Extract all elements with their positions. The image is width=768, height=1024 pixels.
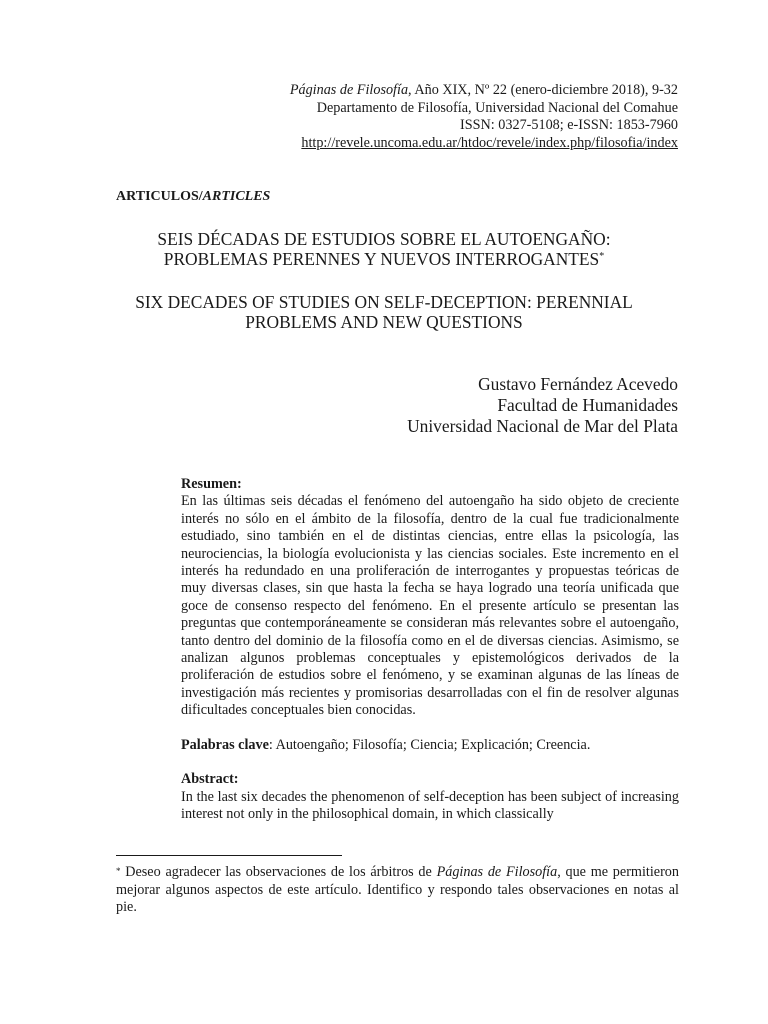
english-title bbox=[90, 292, 678, 332]
title-footnote-marker[interactable]: * bbox=[599, 251, 605, 262]
spanish-title-line-2: PROBLEMAS PERENNES Y NUEVOS INTERROGANTES bbox=[163, 249, 600, 269]
footnote-marker: * bbox=[116, 866, 121, 876]
english-title-line-2: PROBLEMS AND NEW QUESTIONS bbox=[245, 312, 523, 332]
journal-name: Páginas de Filosofía bbox=[289, 82, 409, 98]
footnote-text-before: Deseo agradecer las observaciones de los árbitros de bbox=[120, 864, 437, 880]
author-faculty: Facultad de Humanidades bbox=[497, 395, 678, 415]
footnote-journal-name: Páginas de Filosofía bbox=[436, 864, 558, 880]
footnote-divider bbox=[116, 855, 342, 856]
abstract-heading: Abstract: bbox=[181, 771, 239, 788]
author-block bbox=[407, 374, 678, 437]
footnote-text-after: , que me permitieron mejorar algunos aspectos de este artículo. Identifico y respondo tales observaciones en notas al pie. bbox=[116, 864, 679, 915]
journal-url-link[interactable]: http://revele.uncoma.edu.ar/htdoc/revele/index.php/filosofia/index bbox=[301, 134, 678, 151]
author-university: Universidad Nacional de Mar del Plata bbox=[407, 416, 678, 436]
keywords-text: : Autoengaño; Filosofía; Ciencia; Explicación; Creencia. bbox=[268, 736, 591, 753]
resumen-heading: Resumen: bbox=[181, 476, 242, 492]
journal-header bbox=[290, 82, 678, 152]
keywords-label: Palabras clave bbox=[181, 736, 269, 753]
resumen-text: En las últimas seis décadas el fenómeno del autoengaño ha sido objeto de creciente interés no sólo en el ámbito de la filosofía, dentro de la cual fue tradicionalmente estudiado, sino también en el de distintas ciencias, entre ellas la psicología, las neurociencias, la biología evolucionista y las ciencias sociales. Este incremento en el interés ha redundado en una proliferación de interrogantes y propuestas teóricas de muy diversas clases, sin que hasta la fecha se haya logrado una teoría unificada que goce de consenso respecto del fenómeno. En el presente artículo se presentan las preguntas que contemporáneamente se consideran más relevantes sobre el autoengaño, tanto dentro del dominio de la filosofía como en el de diversas ciencias. Asimismo, se analizan algunos problemas conceptuales y epistemológicos derivados de la proliferación de estudios sobre el fenómeno, y se examinan algunas de las líneas de investigación más recientes y promisorias desarrolladas con el fin de resolver algunas dificultades conceptuales bien conocidas. bbox=[181, 493, 679, 719]
section-label-en: ARTICLES bbox=[202, 189, 271, 204]
issn-line: ISSN: 0327-5108; e-ISSN: 1853-7960 bbox=[460, 117, 678, 133]
spanish-title bbox=[90, 229, 678, 269]
section-label bbox=[116, 189, 270, 205]
abstract-block bbox=[181, 476, 679, 823]
department-line: Departamento de Filosofía, Universidad Nacional del Comahue bbox=[316, 99, 678, 116]
section-label-es: ARTICULOS/ bbox=[116, 189, 203, 204]
english-title-line-1: SIX DECADES OF STUDIES ON SELF-DECEPTION: PERENNIAL bbox=[135, 292, 633, 312]
journal-citation-line bbox=[290, 82, 678, 100]
keywords-paragraph bbox=[181, 737, 679, 754]
issue-info: , Año XIX, Nº 22 (enero-diciembre 2018), 9-32 bbox=[408, 82, 678, 98]
spanish-title-line-1: SEIS DÉCADAS DE ESTUDIOS SOBRE EL AUTOENGAÑO: bbox=[157, 229, 611, 249]
author-name: Gustavo Fernández Acevedo bbox=[478, 374, 678, 394]
abstract-text: In the last six decades the phenomenon of self-deception has been subject of increasing interest not only in the philosophical domain, in which classically bbox=[181, 788, 679, 822]
footnote bbox=[116, 864, 679, 917]
